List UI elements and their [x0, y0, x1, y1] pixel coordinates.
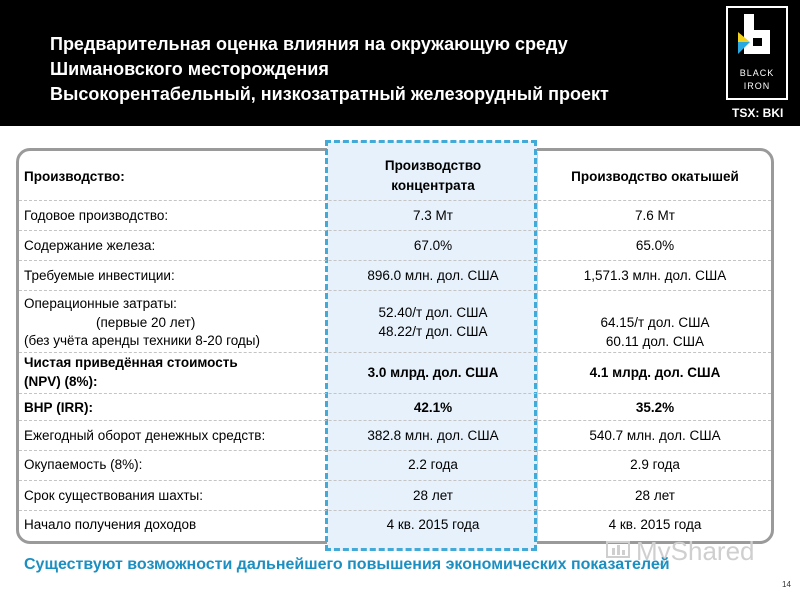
row-label-revenue-start: Начало получения доходов [24, 517, 197, 532]
slide-header [0, 0, 800, 126]
black-iron-logo-icon [728, 8, 786, 64]
slide-title-line-1: Предварительная оценка влияния на окружающую среду [50, 34, 568, 54]
row-label-npv-sub: (NPV) (8%): [24, 374, 98, 389]
row-value-concentrate: 382.8 млн. дол. США [367, 428, 499, 443]
row-label-payback: Окупаемость (8%): [24, 457, 143, 472]
row-divider [19, 420, 771, 421]
footer-note: Существуют возможности дальнейшего повышения экономических показателей [24, 556, 670, 573]
logo-text-iron: IRON [743, 81, 771, 91]
slide-title-line-2: Шимановского месторождения [50, 59, 329, 79]
row-value-pellets: 65.0% [635, 238, 675, 253]
table-header-concentrate-line-1: Производство [384, 158, 482, 173]
row-label-operating-costs-sub-2: (без учёта аренды техники 8-20 годы) [24, 333, 260, 348]
row-value-pellets: 28 лет [635, 488, 675, 503]
row-divider [19, 260, 771, 261]
row-label-mine-life: Срок существования шахты: [24, 488, 204, 503]
page-number: 14 [782, 580, 791, 589]
row-label-iron-content: Содержание железа: [24, 238, 156, 253]
table-header-production: Производство: [24, 169, 125, 184]
row-label-cash-flow: Ежегодный оборот денежных средств: [24, 428, 266, 443]
row-value-pellets: 35.2% [635, 400, 675, 415]
ticker-symbol: TSX: BKI [732, 106, 784, 120]
row-divider [19, 290, 771, 291]
row-label-investment: Требуемые инвестиции: [24, 268, 175, 283]
row-value-concentrate: 48.22/т дол. США [378, 324, 488, 339]
row-value-pellets: 60.11 дол. США [605, 334, 705, 349]
row-label-annual-production: Годовое производство: [24, 208, 169, 223]
row-value-concentrate: 7.3 Мт [413, 208, 453, 223]
row-label-operating-costs: Операционные затраты: [24, 296, 177, 311]
column-divider [537, 152, 538, 540]
row-value-concentrate: 2.2 года [408, 457, 458, 472]
table-header-concentrate-line-2: концентрата [391, 178, 475, 193]
row-value-concentrate: 67.0% [413, 238, 453, 253]
row-value-concentrate: 3.0 млрд. дол. США [367, 365, 499, 380]
table-header-pellets: Производство окатышей [571, 169, 739, 184]
row-value-pellets: 7.6 Мт [635, 208, 675, 223]
row-divider [19, 352, 771, 353]
row-value-pellets: 4 кв. 2015 года [608, 517, 702, 532]
logo-text-black: BLACK [739, 68, 775, 78]
row-divider [19, 480, 771, 481]
row-divider [19, 510, 771, 511]
row-value-pellets: 540.7 млн. дол. США [589, 428, 721, 443]
row-divider [19, 450, 771, 451]
row-value-pellets: 1,571.3 млн. дол. США [583, 268, 727, 283]
row-label-irr: ВНР (IRR): [24, 400, 93, 415]
row-value-concentrate: 42.1% [413, 400, 453, 415]
row-value-concentrate: 28 лет [413, 488, 453, 503]
row-value-pellets: 4.1 млрд. дол. США [589, 365, 721, 380]
slide-title-line-3: Высокорентабельный, низкозатратный железорудный проект [50, 84, 609, 104]
row-value-concentrate: 4 кв. 2015 года [386, 517, 480, 532]
row-divider [19, 230, 771, 231]
row-label-operating-costs-sub-1: (первые 20 лет) [96, 315, 196, 330]
row-divider [19, 393, 771, 394]
row-value-pellets: 2.9 года [630, 457, 680, 472]
watermark-text: MyShared [636, 536, 755, 566]
row-value-pellets: 64.15/т дол. США [600, 315, 710, 330]
row-value-concentrate: 896.0 млн. дол. США [367, 268, 499, 283]
row-divider [19, 200, 771, 201]
row-value-concentrate: 52.40/т дол. США [378, 305, 488, 320]
black-iron-logo [726, 6, 788, 100]
row-label-npv: Чистая приведённая стоимость [24, 355, 238, 370]
